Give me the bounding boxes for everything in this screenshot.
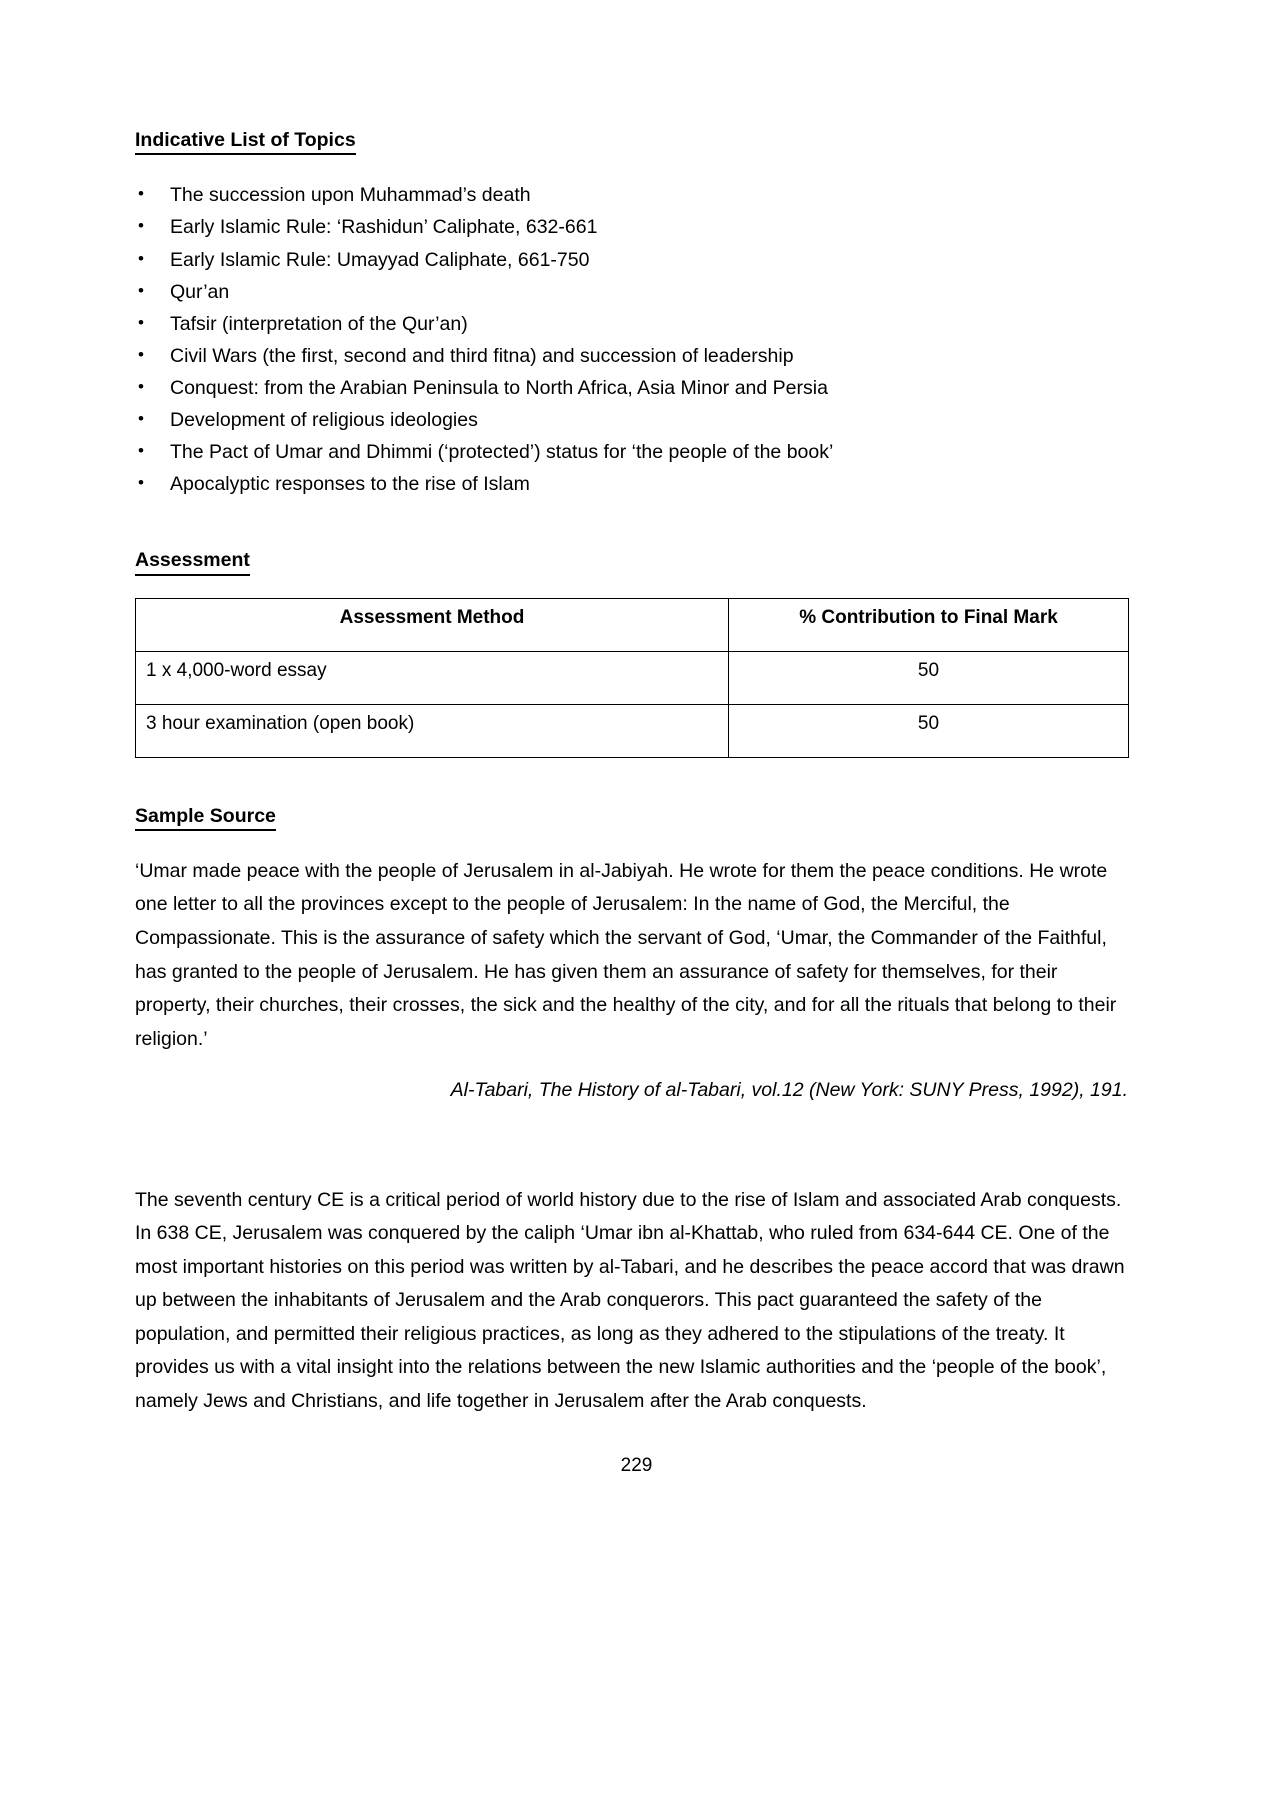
list-item-label: Early Islamic Rule: Umayyad Caliphate, 661-750 [170, 248, 590, 271]
list-item [135, 438, 1130, 466]
list-item [135, 213, 1130, 241]
bullet-icon: • [138, 216, 144, 236]
list-item [135, 342, 1130, 370]
assessment-table [135, 598, 1129, 758]
list-item-label: Conquest: from the Arabian Peninsula to North Africa, Asia Minor and Persia [170, 376, 828, 399]
table-head [136, 598, 1129, 651]
assessment-heading-wrap [135, 548, 1130, 575]
topics-heading-wrap [135, 128, 1130, 155]
list-item-label: Civil Wars (the first, second and third fitna) and succession of leadership [170, 344, 794, 367]
cell-assessment-method: 3 hour examination (open book) [136, 704, 729, 757]
bullet-icon: • [138, 248, 144, 268]
list-item-label: Apocalyptic responses to the rise of Islam [170, 473, 530, 496]
list-item [135, 470, 1130, 498]
sample-source-heading-wrap [135, 804, 1130, 831]
cell-contribution: 50 [729, 704, 1129, 757]
list-item-label: Development of religious ideologies [170, 408, 478, 431]
spacer [135, 1108, 1130, 1154]
spacer [135, 837, 1130, 855]
bullet-icon: • [138, 473, 144, 493]
sample-source-heading: Sample Source [135, 804, 276, 831]
bullet-icon: • [138, 280, 144, 300]
column-header-assessment-method: Assessment Method [136, 598, 729, 651]
assessment-heading: Assessment [135, 548, 250, 575]
list-item [135, 278, 1130, 306]
list-item [135, 181, 1130, 209]
bullet-icon: • [138, 312, 144, 332]
spacer [135, 758, 1130, 804]
table-body [136, 651, 1129, 757]
table-row [136, 704, 1129, 757]
source-citation: Al-Tabari, The History of al-Tabari, vol.12 (New York: SUNY Press, 1992), 191. [450, 1079, 1128, 1102]
table-row [136, 651, 1129, 704]
list-item-label: Tafsir (interpretation of the Qur’an) [170, 312, 468, 335]
column-header-contribution: % Contribution to Final Mark [729, 598, 1129, 651]
spacer [135, 1056, 1130, 1074]
table-header-row [136, 598, 1129, 651]
list-item-label: The succession upon Muhammad’s death [170, 184, 531, 207]
bullet-icon: • [138, 344, 144, 364]
cell-contribution: 50 [729, 651, 1129, 704]
bullet-icon: • [138, 441, 144, 460]
list-item-label: The Pact of Umar and Dhimmi (‘protected’) status for ‘the people of the book’ [170, 441, 834, 463]
list-item [135, 310, 1130, 338]
list-item-label: Qur’an [170, 280, 230, 303]
page-number: 229 [620, 1455, 653, 1476]
list-item [135, 406, 1130, 434]
list-item [135, 374, 1130, 402]
sample-source-quote: ‘Umar made peace with the people of Jerusalem in al-Jabiyah. He wrote for them the peace conditions. He wrote one letter to all the provinces except to the people of Jerusalem: In the name of God, the Merciful, the Compassionate. This is the assurance of safety which the servant of God, ‘Umar, the Commander of the Faithful, has granted to the people of Jerusalem. He has given them an assurance of safety for themselves, for their property, their churches, their crosses, the sick and the healthy of the city, and for all the rituals that belong to their religion.’ [135, 859, 1117, 1050]
commentary-paragraph: The seventh century CE is a critical period of world history due to the rise of Islam and associated Arab conquests. In 638 CE, Jerusalem was conquered by the caliph ‘Umar ibn al-Khattab, who ruled from 634-644 CE. One of the most important histories on this period was written by al-Tabari, and he describes the peace accord that was drawn up between the inhabitants of Jerusalem and the Arab conquerors. This pact guaranteed the safety of the population, and permitted their religious practices, as long as they adhered to the stipulations of the treaty. It provides us with a vital insight into the relations between the new Islamic authorities and the ‘people of the book’, namely Jews and Christians, and life together in Jerusalem after the Arab conquests. [135, 1188, 1125, 1412]
indicative-list-of-topics-heading: Indicative List of Topics [135, 128, 356, 155]
spacer [135, 502, 1130, 548]
bullet-icon: • [138, 408, 144, 428]
bullet-icon: • [138, 376, 144, 396]
page-content [135, 128, 1130, 1418]
bullet-icon: • [138, 184, 144, 204]
list-item-label: Early Islamic Rule: ‘Rashidun’ Caliphate, 632-661 [170, 216, 598, 239]
spacer [135, 1154, 1130, 1184]
cell-assessment-method: 1 x 4,000-word essay [136, 651, 729, 704]
list-item [135, 246, 1130, 274]
indicative-topics-list [135, 181, 1130, 498]
